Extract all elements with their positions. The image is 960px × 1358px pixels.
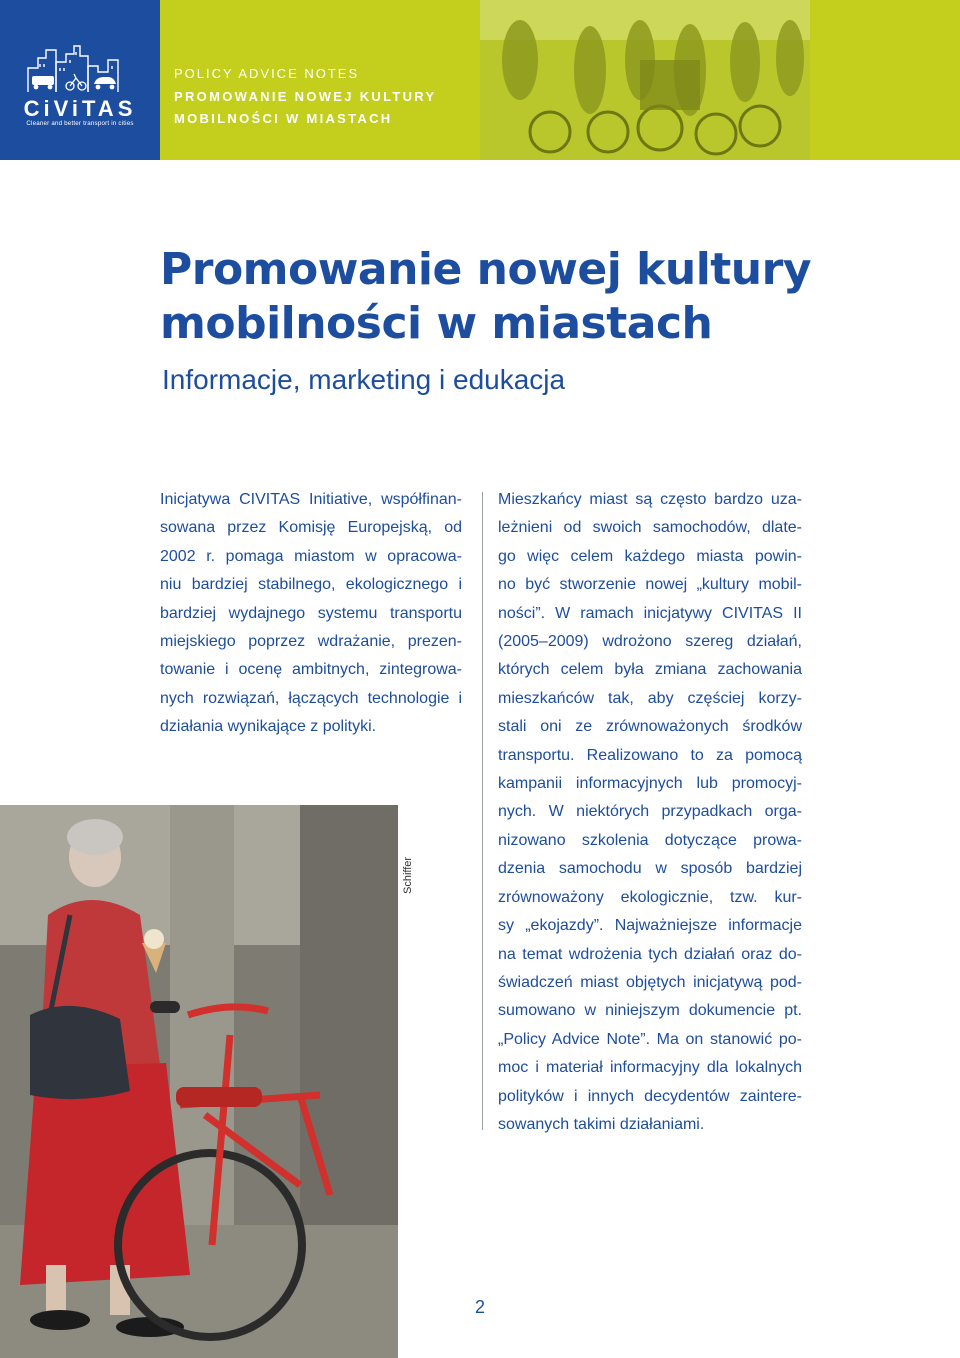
text-line: kampanii informacyjnych lub promocyj- bbox=[498, 775, 802, 793]
page-title-line-2: mobilności w miastach bbox=[160, 298, 713, 349]
text-line: leżnieni od swoich samochodów, dlate- bbox=[498, 519, 802, 537]
text-line: Inicjatywa CIVITAS Initiative, współfinan- bbox=[160, 491, 462, 508]
text-line: towanie i ocenę ambitnych, zintegrowa- bbox=[160, 661, 462, 679]
text-line: 2002 r. pomaga miastom w opracowa- bbox=[160, 547, 462, 565]
header-band-right bbox=[810, 0, 960, 160]
text-line: zrównoważony ekologicznie, tzw. kur- bbox=[498, 888, 802, 906]
text-line: miejskiego poprzez wdrażanie, prezen- bbox=[160, 633, 462, 651]
cyclists-photo-icon bbox=[480, 0, 810, 160]
text-line: polityków i innych decydentów zaintere- bbox=[498, 1087, 802, 1105]
text-line: Mieszkańcy miast są często bardzo uza- bbox=[498, 491, 802, 508]
main-column bbox=[498, 486, 802, 1139]
text-line: sumowano w niniejszym dokumencie pt. bbox=[498, 1002, 802, 1020]
series-title-line-2: MOBILNOŚCI W MIASTACH bbox=[174, 111, 393, 126]
text-line: nych. W niektórych przypadkach orga- bbox=[498, 803, 802, 821]
woman-with-bicycle-photo bbox=[0, 805, 398, 1358]
text-line: go więc celem każdego miasta powin- bbox=[498, 547, 802, 565]
text-line: dzenia samochodu w sposób bardziej bbox=[498, 860, 802, 878]
text-line: ności”. W ramach inicjatywy CIVITAS II bbox=[498, 604, 802, 622]
text-line: działania wynikające z polityki. bbox=[160, 718, 377, 736]
text-line: no być stworzenie nowej „kultury mobil- bbox=[498, 576, 802, 594]
page-subtitle: Informacje, marketing i edukacja bbox=[162, 364, 566, 395]
header-photo-cyclists bbox=[480, 0, 810, 160]
page-title-line-1: Promowanie nowej kultury bbox=[160, 244, 812, 295]
text-line: sowanych takimi działaniami. bbox=[498, 1115, 705, 1133]
brand-name: CiViTAS bbox=[23, 96, 137, 121]
text-line: których celem była zmiana zachowania bbox=[498, 661, 802, 679]
woman-with-bicycle-icon bbox=[0, 805, 398, 1358]
text-line: nych rozwiązań, łączących technologie i bbox=[160, 689, 462, 707]
series-label: POLICY ADVICE NOTES bbox=[174, 66, 360, 81]
text-line: (2005–2009) wdrożono szereg działań, bbox=[498, 633, 802, 651]
intro-column bbox=[160, 486, 462, 742]
series-title-line-1: PROMOWANIE NOWEJ KULTURY bbox=[174, 89, 437, 104]
text-line: świadczeń miast objętych inicjatywą pod- bbox=[498, 973, 802, 991]
text-line: „Policy Advice Note”. Ma on stanowić po- bbox=[498, 1030, 802, 1048]
text-line: stali oni ze zrównoważonych środków bbox=[498, 718, 802, 736]
photo-credit-text: Schiffer bbox=[402, 856, 414, 894]
text-line: nizowano szkolenia dotyczące prowa- bbox=[498, 831, 802, 849]
photo-credit bbox=[398, 838, 418, 894]
civitas-logo bbox=[0, 0, 160, 160]
text-line: sowana przez Komisję Europejską, od bbox=[160, 519, 462, 537]
city-skyline-icon bbox=[26, 42, 134, 94]
page-number: 2 bbox=[474, 1297, 485, 1317]
text-line: niu bardziej stabilnego, ekologicznego i bbox=[160, 576, 462, 594]
text-line: na temat wdrożenia tych działań oraz do- bbox=[498, 945, 802, 963]
text-line: transportu. Realizowano to za pomocą bbox=[498, 746, 802, 764]
text-line: mieszkańców tak, aby częściej korzy- bbox=[498, 689, 802, 707]
text-line: bardziej wydajnego systemu transportu bbox=[160, 604, 462, 622]
text-line: sy „ekojazdy”. Najważniejsze informacje bbox=[498, 917, 802, 935]
text-line: moc i materiał informacyjny dla lokalnych bbox=[498, 1059, 802, 1077]
column-divider bbox=[482, 492, 483, 1130]
brand-tagline: Cleaner and better transport in cities bbox=[26, 120, 134, 127]
